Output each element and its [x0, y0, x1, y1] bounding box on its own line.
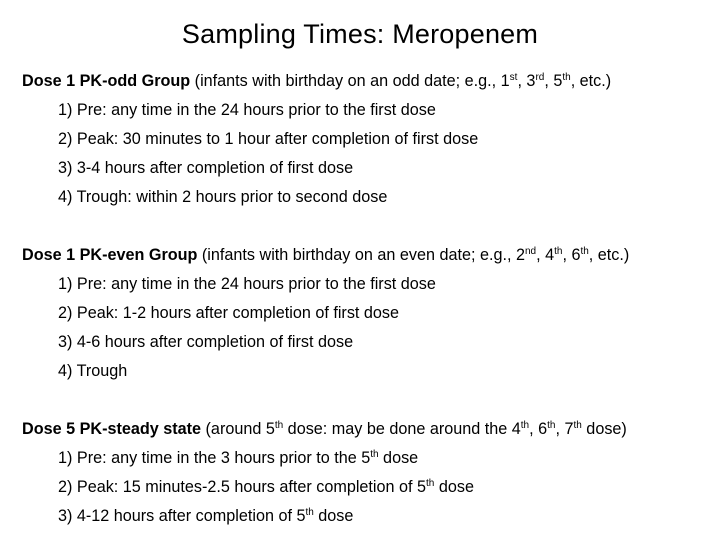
list-item: 1) Pre: any time in the 24 hours prior to the first dose	[58, 101, 436, 119]
list-item: 3) 3-4 hours after completion of first dose	[58, 159, 354, 177]
section-heading-bold: Dose 1 PK-odd Group	[22, 72, 191, 90]
list-item: 1) Pre: any time in the 24 hours prior to the first dose	[58, 275, 436, 293]
section-spacer	[22, 212, 710, 241]
list-item: 4) Trough: within 2 hours prior to second dose	[58, 188, 388, 206]
list-item: 3) 4-6 hours after completion of first dose	[58, 333, 354, 351]
list-item: 2) Peak: 30 minutes to 1 hour after completion of first dose	[58, 130, 479, 148]
list-item: 4) Trough	[58, 362, 128, 380]
content-body	[22, 67, 710, 531]
section-heading-even: Dose 1 PK-even Group (infants with birthday on an even date; e.g., 2nd, 4th, 6th, etc.)	[22, 246, 630, 264]
list-item: 2) Peak: 15 minutes-2.5 hours after completion of 5th dose	[58, 478, 474, 496]
list-item: 2) Peak: 1-2 hours after completion of first dose	[58, 304, 400, 322]
section-heading-bold: Dose 1 PK-even Group	[22, 246, 198, 264]
list-item: 1) Pre: any time in the 3 hours prior to the 5th dose	[58, 449, 419, 467]
section-heading-bold: Dose 5 PK-steady state	[22, 420, 202, 438]
section-heading-steady-state: Dose 5 PK-steady state (around 5th dose: may be done around the 4th, 6th, 7th dose)	[22, 420, 627, 438]
section-spacer	[22, 386, 710, 415]
section-heading-odd: Dose 1 PK-odd Group (infants with birthday on an odd date; e.g., 1st, 3rd, 5th, etc.)	[22, 72, 612, 90]
page-title: Sampling Times: Meropenem	[181, 19, 539, 49]
list-item: 3) 4-12 hours after completion of 5th dose	[58, 507, 354, 525]
